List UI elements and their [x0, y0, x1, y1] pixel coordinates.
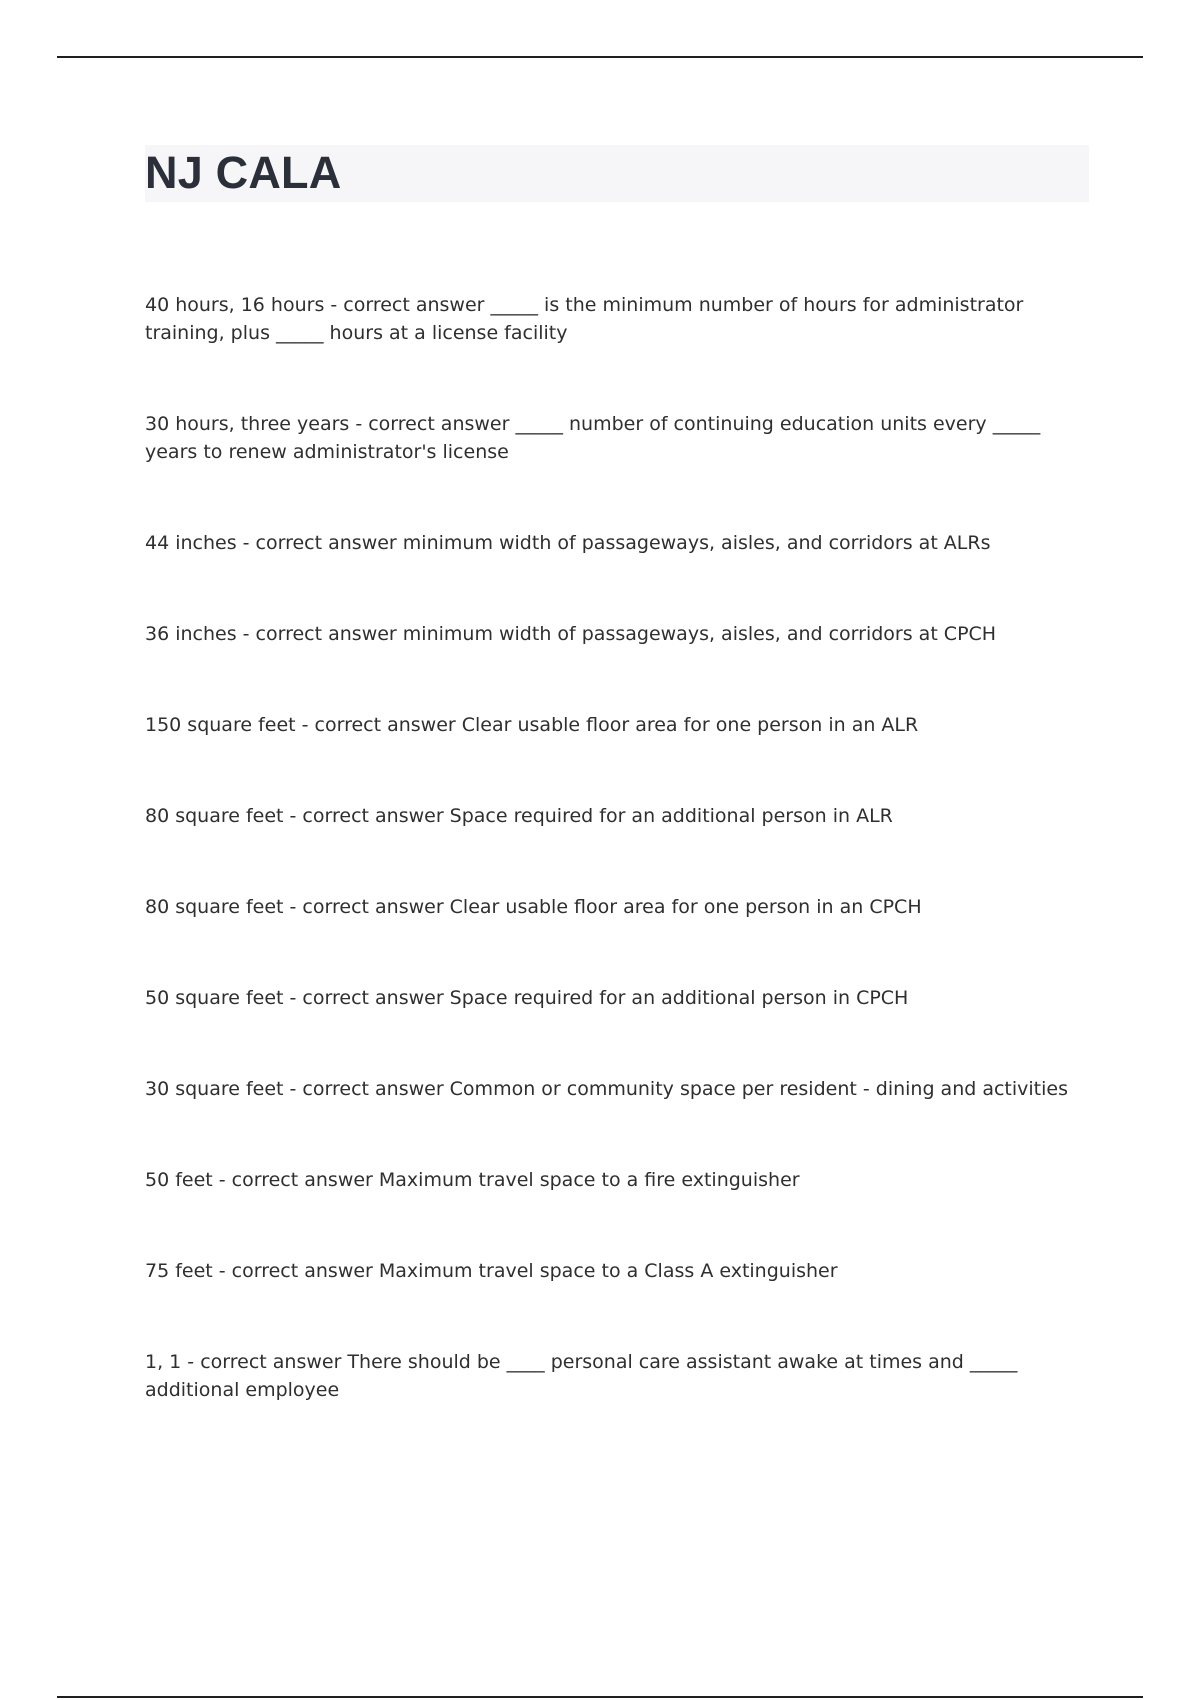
qa-item: 44 inches - correct answer minimum width of passageways, aisles, and corridors at ALRs — [145, 532, 991, 554]
title-band — [145, 145, 1089, 202]
top-divider — [57, 56, 1143, 58]
qa-item: 40 hours, 16 hours - correct answer _____ is the minimum number of hours for administrator training, plus _____ hours at a license facility — [145, 294, 1024, 344]
bottom-divider — [57, 1696, 1143, 1698]
qa-item: 80 square feet - correct answer Clear usable floor area for one person in an CPCH — [145, 896, 922, 918]
qa-item: 30 square feet - correct answer Common or community space per resident - dining and activities — [145, 1078, 1069, 1100]
qa-item: 150 square feet - correct answer Clear usable floor area for one person in an ALR — [145, 714, 919, 736]
qa-item: 75 feet - correct answer Maximum travel space to a Class A extinguisher — [145, 1260, 838, 1282]
qa-item: 80 square feet - correct answer Space required for an additional person in ALR — [145, 805, 893, 827]
qa-list — [145, 291, 1090, 1467]
qa-item: 50 feet - correct answer Maximum travel space to a fire extinguisher — [145, 1169, 800, 1191]
qa-item: 36 inches - correct answer minimum width of passageways, aisles, and corridors at CPCH — [145, 623, 997, 645]
qa-item: 1, 1 - correct answer There should be ____ personal care assistant awake at times and _____ additional employee — [145, 1351, 1018, 1401]
qa-item: 50 square feet - correct answer Space required for an additional person in CPCH — [145, 987, 909, 1009]
page-title: NJ CALA — [145, 147, 342, 198]
qa-item: 30 hours, three years - correct answer _____ number of continuing education units every _____ years to renew administrator's license — [145, 413, 1041, 463]
